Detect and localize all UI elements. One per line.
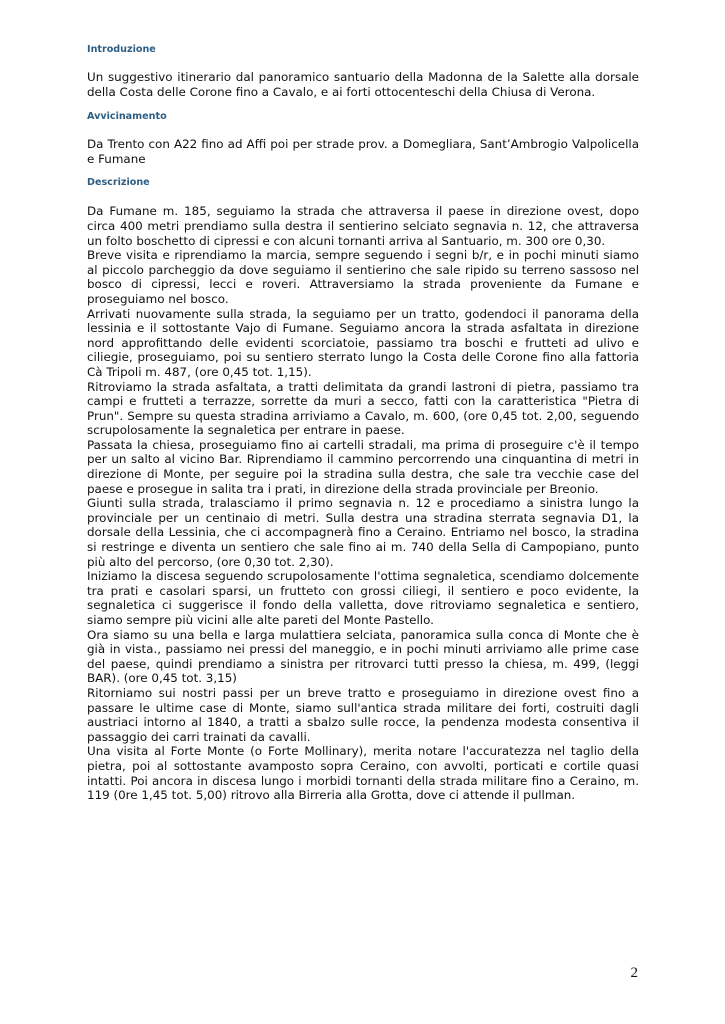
descrizione-paragraph: Passata la chiesa, proseguiamo fino ai cartelli stradali, ma prima di proseguire c'è il tempo per un salto al vicino Bar. Riprendiamo il cammino percorrendo una cinquantina di metri in direzione di Monte, per seguire poi la stradina sulla destra, che sale tra vecchie case del paese e prosegue in salita tra i prati, in direzione della strada provinciale per Breonio. (87, 437, 639, 496)
paragraph-introduzione: Un suggestivo itinerario dal panoramico santuario della Madonna de la Salette alla dorsale della Costa delle Corone fino a Cavalo, e ai forti ottocenteschi della Chiusa di Verona. (87, 70, 639, 99)
descrizione-paragraph: Ritroviamo la strada asfaltata, a tratti delimitata da grandi lastroni di pietra, passiamo tra campi e frutteti a terrazze, sorrette da muri a secco, fatti con la caratteristica "Pietra di Prun". Sempre su questa stradina arriviamo a Cavalo, m. 600, (ore 0,45 tot. 2,00, seguendo scrupolosamente la segnaletica per entrare in paese. (87, 379, 639, 438)
descrizione-paragraph: Ritorniamo sui nostri passi per un breve tratto e proseguiamo in direzione ovest fino a passare le ultime case di Monte, siamo sull'antica strada militare dei forti, costruiti dagli austriaci intorno al 1840, a tratti a sbalzo sulle rocce, la pendenza modesta consentiva il passaggio dei carri trainati da cavalli. (87, 685, 639, 744)
section-heading-descrizione: Descrizione (87, 177, 150, 189)
descrizione-paragraph: Giunti sulla strada, tralasciamo il primo segnavia n. 12 e procediamo a sinistra lungo la provinciale per un centinaio di metri. Sulla destra una stradina sterrata segnavia D1, la dorsale della Lessinia, che ci accompagnerà fino a Ceraino. Entriamo nel bosco, la stradina si restringe e diventa un sentiero che sale fino ai m. 740 della Sella di Campopiano, punto più alto del percorso, (ore 0,30 tot. 2,30). (87, 496, 639, 569)
descrizione-paragraph: Da Fumane m. 185, seguiamo la strada che attraversa il paese in direzione ovest, dopo circa 400 metri prendiamo sulla destra il sentierino selciato segnavia n. 12, che attraversa un folto boschetto di cipressi e con alcuni tornanti arriva al Santuario, m. 300 ore 0,30. (87, 204, 639, 248)
descrizione-paragraph: Iniziamo la discesa seguendo scrupolosamente l'ottima segnaletica, scendiamo dolcemente tra prati e casolari sparsi, un frutteto con grossi ciliegi, il sentiero e poco evidente, la segnaletica ci suggerisce il fondo della valletta, dove ritroviamo segnaletica e sentiero, siamo sempre più vicini alle alte pareti del Monte Pastello. (87, 569, 639, 627)
descrizione-paragraph: Una visita al Forte Monte (o Forte Mollinary), merita notare l'accuratezza nel taglio della pietra, poi al sottostante avamposto sopra Ceraino, con avvolti, porticati e cortile quasi intatti. Poi ancora in discesa lungo i morbidi tornanti della strada militare fino a Ceraino, m. 119 (0re 1,45 tot. 5,00) ritrovo alla Birreria alla Grotta, dove ci attende il pullman. (87, 744, 639, 803)
paragraph-avvicinamento: Da Trento con A22 fino ad Affi poi per strade prov. a Domegliara, Sant’Ambrogio Valpolicella e Fumane (87, 137, 639, 166)
section-heading-avvicinamento: Avvicinamento (87, 111, 167, 123)
descrizione-paragraph: Arrivati nuovamente sulla strada, la seguiamo per un tratto, godendoci il panorama della lessinia e il sottostante Vajo di Fumane. Seguiamo ancora la strada asfaltata in direzione nord approfittando delle evidenti scorciatoie, passiamo tra boschi e frutteti ad ulivo e ciliegie, proseguiamo, poi su sentiero sterrato lungo la Costa delle Corone fino alla fattoria Cà Tripoli m. 487, (ore 0,45 tot. 1,15). (87, 306, 639, 379)
descrizione-body (87, 204, 639, 802)
descrizione-paragraph: Breve visita e riprendiamo la marcia, sempre seguendo i segni b/r, e in pochi minuti siamo al piccolo parcheggio da dove seguiamo il sentierino che sale ripido su terreno sassoso nel bosco di cipressi, lecci e roveri. Attraversiamo la strada proveniente da Fumane e proseguiamo nel bosco. (87, 248, 639, 306)
section-heading-introduzione: Introduzione (87, 44, 156, 55)
page-number: 2 (630, 965, 638, 981)
descrizione-paragraph: Ora siamo su una bella e larga mulattiera selciata, panoramica sulla conca di Monte che è già in vista., passiamo nei pressi del maneggio, e in pochi minuti arriviamo alle prime case del paese, quindi prendiamo a sinistra per ritrovarci tutti presso la chiesa, m. 499, (leggi BAR). (ore 0,45 tot. 3,15) (87, 627, 639, 686)
document-page (87, 40, 639, 803)
